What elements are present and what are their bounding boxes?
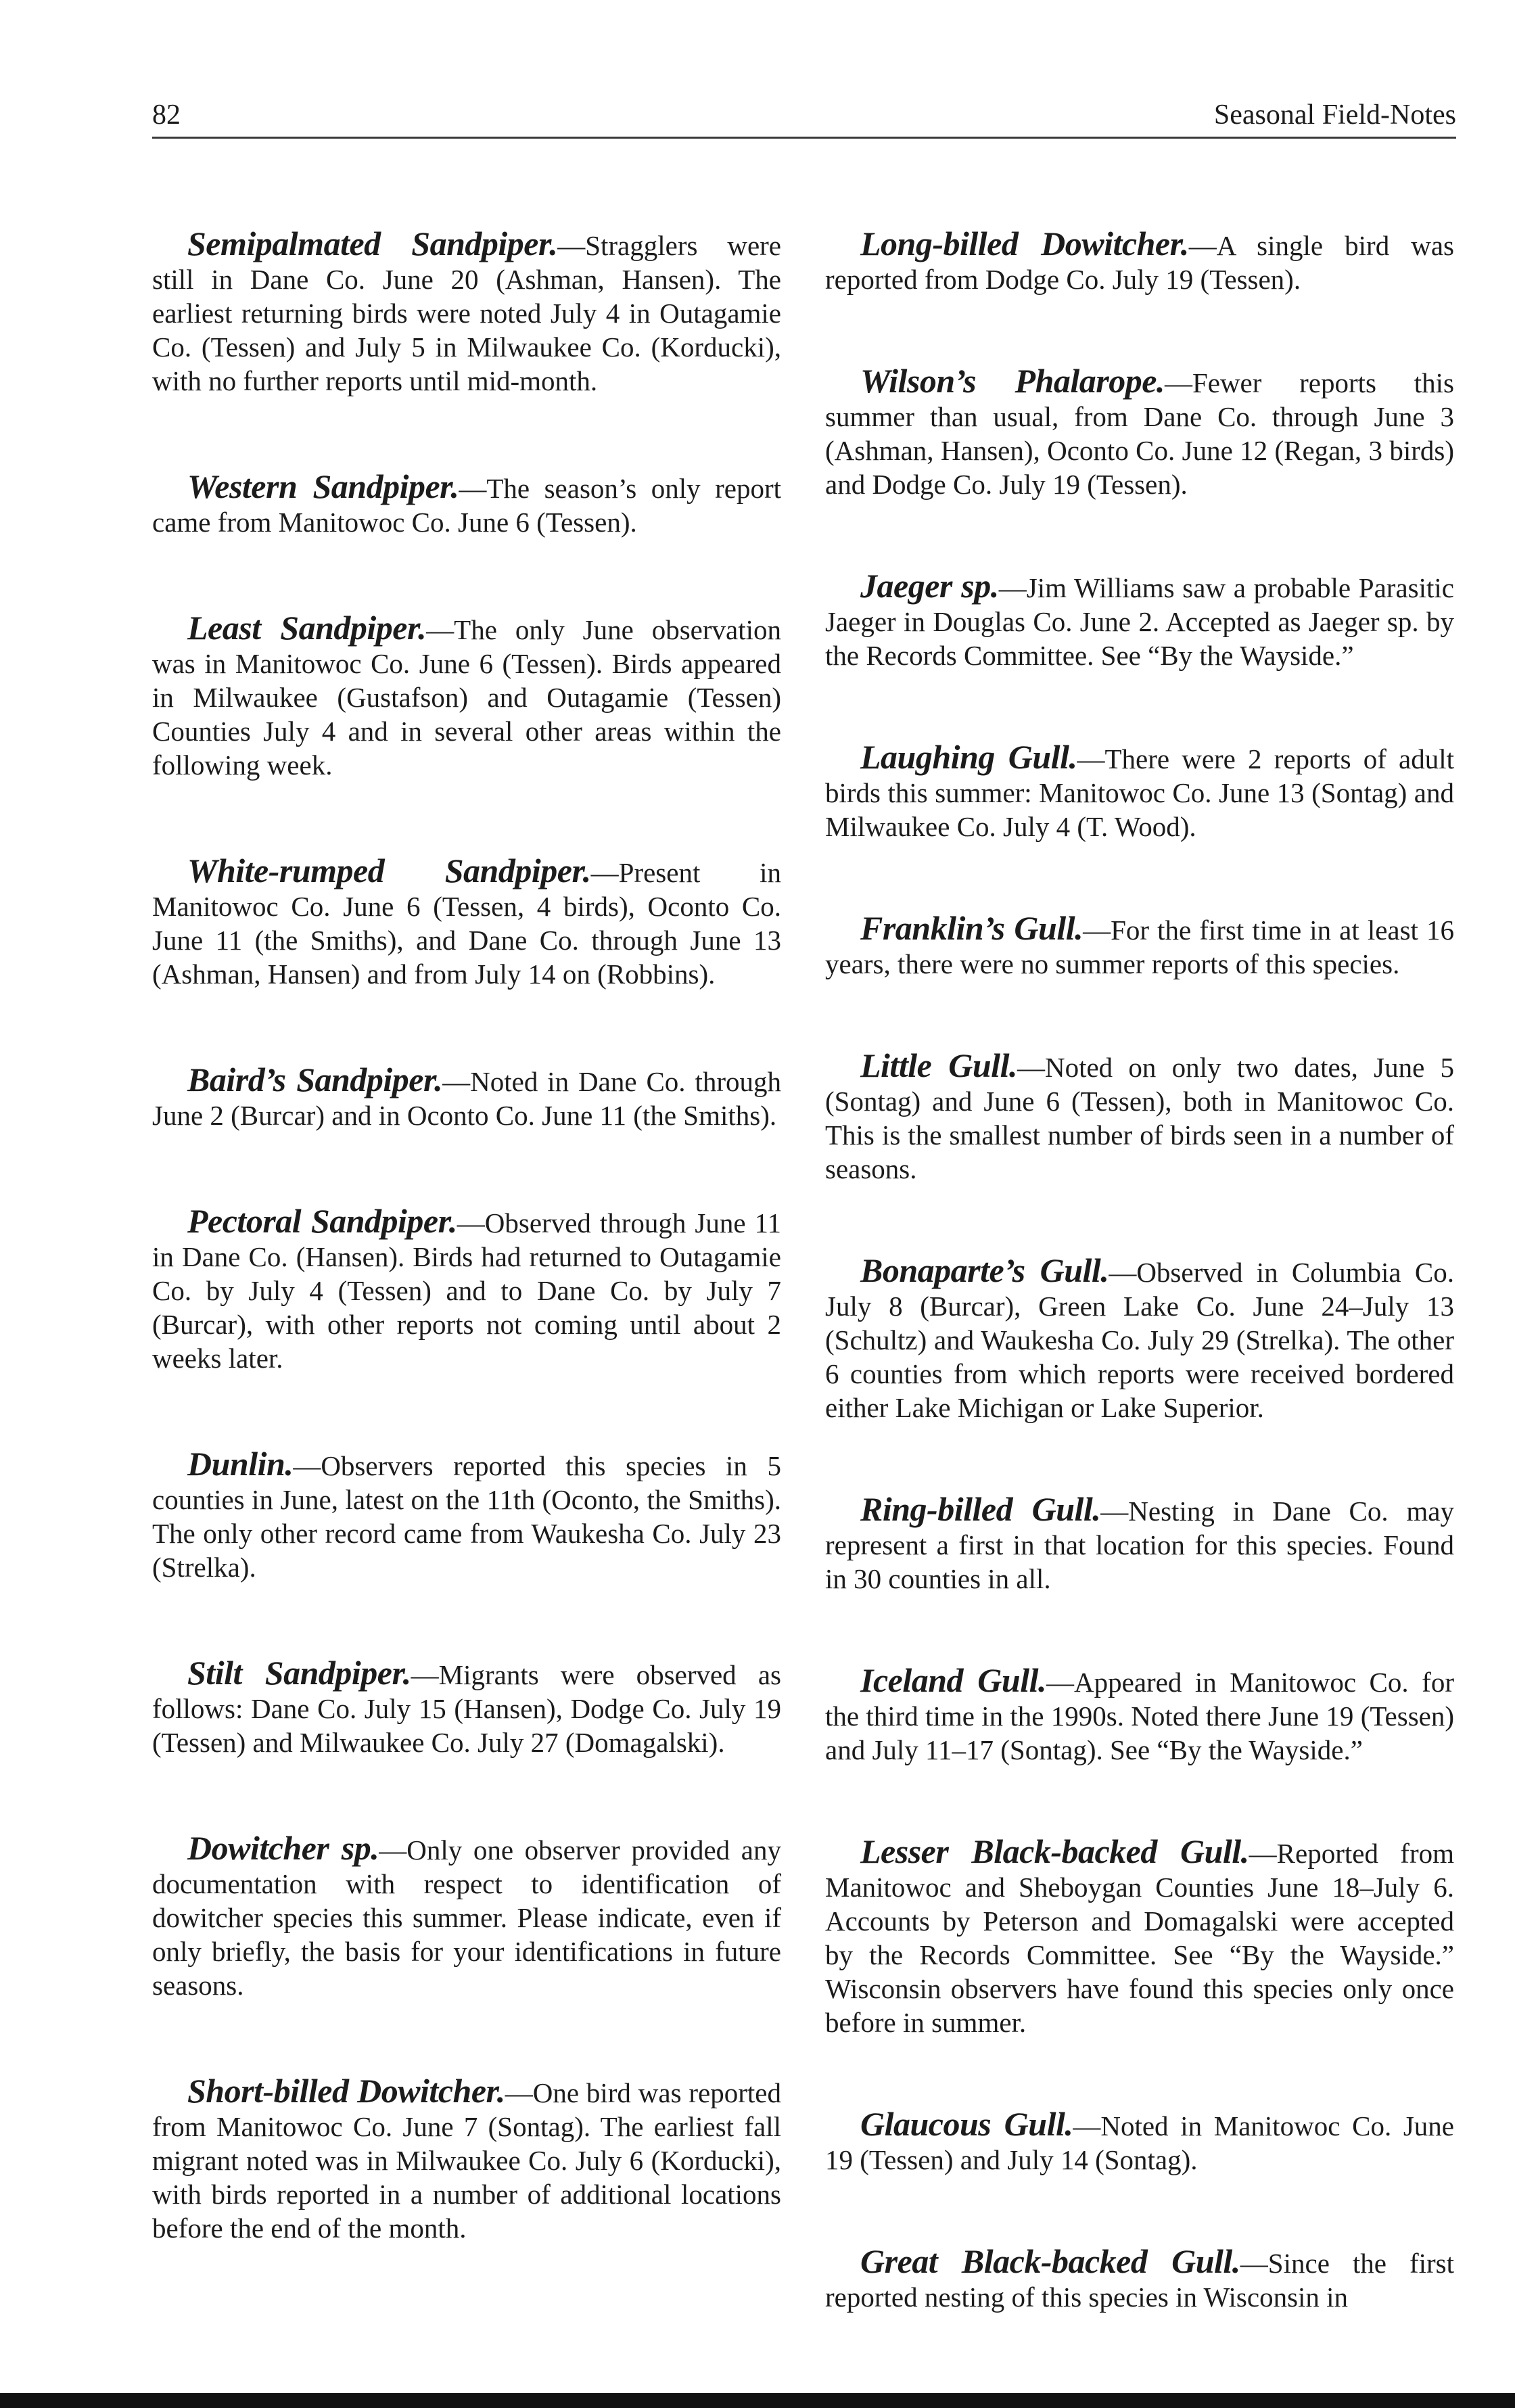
species-name: Lesser Black-backed Gull. [860,1832,1249,1870]
entry-text: —Since the first reported nesting of this species in Wisconsin in [825,2248,1454,2313]
species-name: Dowitcher sp. [187,1829,379,1867]
entry-text: —The only June observation was in Manitowoc Co. June 6 (Tessen). Birds appeared in Milwaukee (Gustafson) and Outagamie (Tessen) Counties July 4 and in several other areas within the following week. [152,614,781,781]
species-entry [825,1048,1454,1186]
species-entry [825,364,1454,501]
entry-text: —Noted in Dane Co. through June 2 (Burcar) and in Oconto Co. June 11 (the Smiths). [152,1066,782,1131]
species-name: Jaeger sp. [860,567,999,605]
species-name: Dunlin. [187,1445,294,1483]
entry-text: —Only one observer provided any documentation with respect to identification of dowitcher species this summer. Please indicate, even if only briefly, the basis for your identifications in future seasons. [152,1834,781,2001]
entry-text: —One bird was reported from Manitowoc Co. June 7 (Sontag). The earliest fall migrant noted was in Milwaukee Co. July 6 (Korducki), with birds reported in a number of additional locations before the end of the month. [152,2077,781,2244]
species-entry [825,1253,1454,1425]
entry-text: —For the first time in at least 16 years, there were no summer reports of this species. [825,914,1454,979]
species-name: Franklin’s Gull. [860,909,1083,947]
species-name: Stilt Sandpiper. [187,1654,411,1692]
species-entry [825,1663,1454,1767]
species-name: Least Sandpiper. [187,609,427,647]
species-entry [152,1063,781,1132]
species-entry [152,1831,781,2002]
species-entry [152,1204,781,1375]
right-column [825,227,1454,2382]
species-entry [152,2074,781,2245]
entry-text: —Fewer reports this summer than usual, from Dane Co. through June 3 (Ashman, Hansen), Oconto Co. June 12 (Regan, 3 birds) and Dodge Co. July 19 (Tessen). [825,367,1454,500]
species-name: Glaucous Gull. [860,2105,1073,2143]
entry-text: —A single bird was reported from Dodge Co. July 19 (Tessen). [825,230,1455,295]
species-entry [152,227,781,398]
entry-text: —Observed in Columbia Co. July 8 (Burcar), Green Lake Co. June 24–July 13 (Schultz) and Waukesha Co. July 29 (Strelka). The other 6 counties from which reports were received bordered either Lake Michigan or Lake Superior. [825,1257,1454,1423]
species-entry [825,569,1454,672]
species-name: White-rumped Sandpiper. [187,852,591,889]
species-entry [152,469,781,539]
entry-text: —Noted on only two dates, June 5 (Sontag) and June 6 (Tessen), both in Manitowoc Co. This is the smallest number of birds seen in a number of seasons. [825,1052,1455,1184]
species-name: Great Black-backed Gull. [860,2242,1240,2280]
species-entry [825,740,1454,843]
species-name: Laughing Gull. [860,738,1077,776]
species-entry [825,2107,1454,2177]
entry-text: —Observed through June 11 in Dane Co. (Hansen). Birds had returned to Outagamie Co. by July 4 (Tessen) and to Dane Co. by July 7 (Burcar), with other reports not coming until about 2 weeks later. [152,1207,781,1374]
species-name: Pectoral Sandpiper. [187,1202,457,1240]
species-entry [152,854,781,991]
entry-text: —Nesting in Dane Co. may represent a first in that location for this species. Found in 30 counties in all. [825,1496,1454,1594]
entry-text: —Migrants were observed as follows: Dane Co. July 15 (Hansen), Dodge Co. July 19 (Tessen) and Milwaukee Co. July 27 (Domagalski). [152,1659,781,1758]
species-entry [152,611,781,782]
species-name: Short-billed Dowitcher. [187,2072,505,2110]
page-header [152,93,1456,139]
species-name: Little Gull. [860,1046,1017,1084]
species-name: Long-billed Dowitcher. [860,225,1189,262]
left-column [152,227,781,2317]
entry-text: —Present in Manitowoc Co. June 6 (Tessen, 4 birds), Oconto Co. June 11 (the Smiths), and Dane Co. through June 13 (Ashman, Hansen) and from July 14 on (Robbins). [152,857,782,990]
bottom-scan-edge [0,2393,1515,2408]
species-entry [152,1447,781,1584]
species-entry [152,1656,781,1759]
species-entry [825,1834,1454,2039]
species-name: Iceland Gull. [860,1661,1047,1699]
entry-text: —Reported from Manitowoc and Sheboygan Counties June 18–July 6. Accounts by Peterson and Domagalski were accepted by the Records Committee. See “By the Wayside.” Wisconsin observers have found this species only once before in summer. [825,1838,1455,2038]
species-entry [825,1492,1454,1596]
entry-text: —There were 2 reports of adult birds this summer: Manitowoc Co. June 13 (Sontag) and Milwaukee Co. July 4 (T. Wood). [825,743,1454,842]
entry-text: —Noted in Manitowoc Co. June 19 (Tessen) and July 14 (Sontag). [825,2110,1454,2175]
species-entry [825,2244,1454,2314]
entry-text: —Appeared in Manitowoc Co. for the third time in the 1990s. Noted there June 19 (Tessen) and July 11–17 (Sontag). See “By the Wayside.” [825,1667,1454,1765]
species-name: Bonaparte’s Gull. [860,1251,1109,1289]
species-name: Wilson’s Phalarope. [860,362,1165,400]
species-name: Baird’s Sandpiper. [187,1061,443,1098]
species-entry [825,911,1454,981]
running-title: Seasonal Field-Notes [1213,99,1456,131]
species-entry [825,227,1454,296]
entry-text: —Observers reported this species in 5 counties in June, latest on the 11th (Oconto, the Smiths). The only other record came from Waukesha Co. July 23 (Strelka). [152,1450,781,1583]
species-name: Ring-billed Gull. [860,1490,1101,1528]
species-name: Semipalmated Sandpiper. [187,225,558,262]
species-name: Western Sandpiper. [187,467,459,505]
entry-text: —Jim Williams saw a probable Parasitic Jaeger in Douglas Co. June 2. Accepted as Jaeger sp. by the Records Committee. See “By the Wayside.” [825,572,1454,671]
page-number: 82 [152,99,181,131]
entry-text: —The season’s only report came from Manitowoc Co. June 6 (Tessen). [152,473,781,538]
entry-text: —Stragglers were still in Dane Co. June 20 (Ashman, Hansen). The earliest returning birds were noted July 4 in Outagamie Co. (Tessen) and July 5 in Milwaukee Co. (Korducki), with no further reports until mid-month. [152,230,781,396]
